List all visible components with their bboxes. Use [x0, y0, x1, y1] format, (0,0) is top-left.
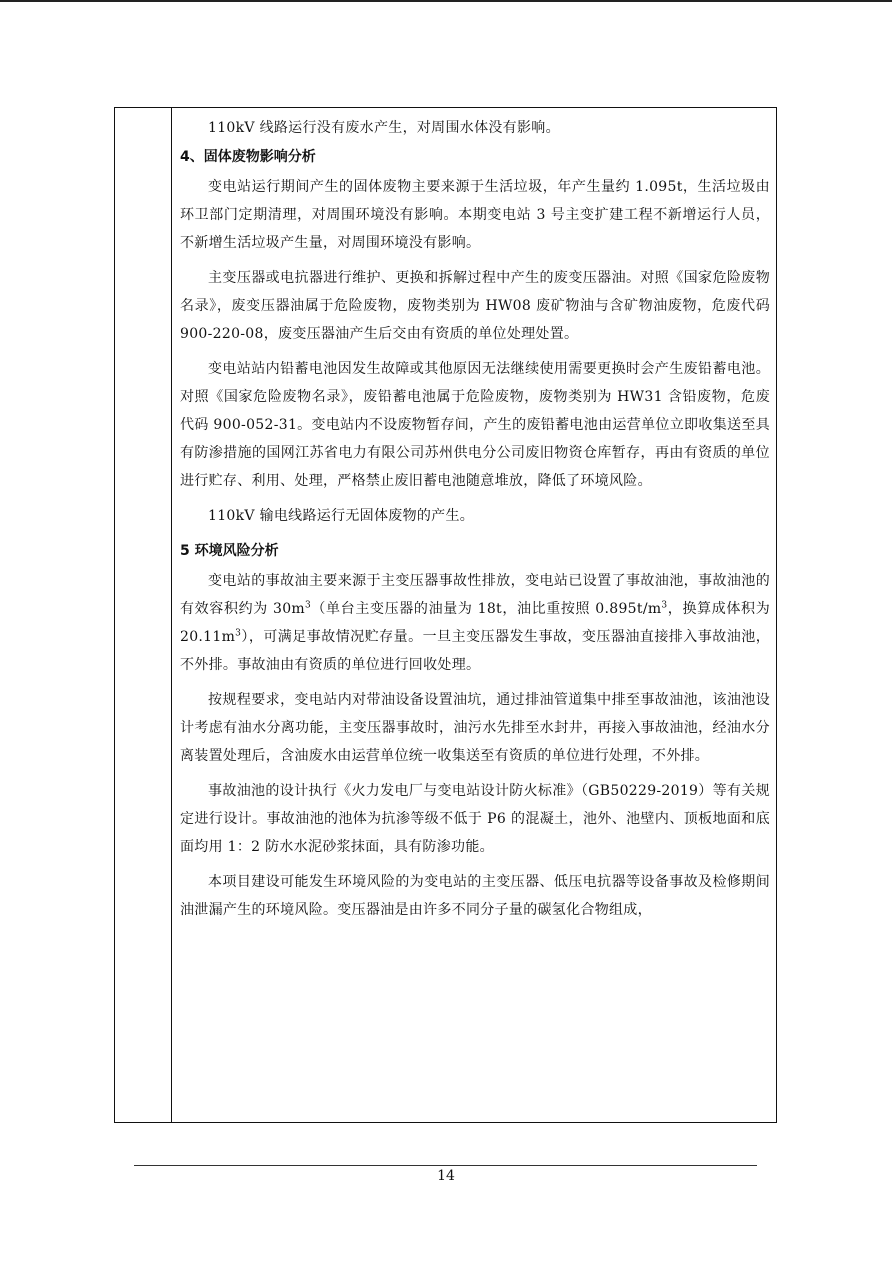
paragraph-water-impact: 110kV 线路运行没有废水产生，对周围水体没有影响。 [208, 120, 560, 136]
heading-solid-waste: 4、固体废物影响分析 [180, 149, 316, 165]
content-table-frame [114, 107, 777, 1123]
page-number: 14 [437, 1168, 455, 1184]
table-left-column [115, 108, 172, 1122]
paragraph-waste-transformer-oil: 主变压器或电抗器进行维护、更换和拆解过程中产生的废变压器油。对照《国家危险废物名录》，废变压器油属于危险废物，废物类别为 HW08 废矿物油与含矿物油废物，危废代码 900-220-08，废变压器油产生后交由有资质的单位处理处置。 [180, 270, 770, 342]
heading-environmental-risk: 5 环境风险分析 [180, 543, 279, 559]
paragraph-domestic-waste: 变电站运行期间产生的固体废物主要来源于生活垃圾，年产生量约 1.095t，生活垃圾由环卫部门定期清理，对周围环境没有影响。本期变电站 3 号主变扩建工程不新增运行人员，不新增生活垃圾产生量，对周围环境没有影响。 [180, 179, 770, 251]
footer-line [134, 1165, 757, 1166]
table-content-cell [180, 114, 770, 931]
paragraph-risk-sources: 本项目建设可能发生环境风险的为变电站的主变压器、低压电抗器等设备事故及检修期间油泄漏产生的环境风险。变压器油是由许多不同分子量的碳氢化合物组成， [180, 874, 770, 918]
paragraph-oil-pit-design: 按规程要求，变电站内对带油设备设置油坑，通过排油管道集中排至事故油池，该油池设计考虑有油水分离功能，主变压器事故时，油污水先排至水封井，再接入事故油池，经油水分离装置处理后，含油废水由运营单位统一收集送至有资质的单位进行处理，不外排。 [180, 692, 770, 764]
paragraph-lead-battery: 变电站站内铅蓄电池因发生故障或其他原因无法继续使用需要更换时会产生废铅蓄电池。对照《国家危险废物名录》，废铅蓄电池属于危险废物，废物类别为 HW31 含铅废物，危废代码 900-052-31。变电站内不设废物暂存间，产生的废铅蓄电池由运营单位立即收集送至具有防渗措施的国网江苏省电力有限公司苏州供电分公司废旧物资仓库暂存，再由有资质的单位进行贮存、利用、处理，严格禁止废旧蓄电池随意堆放，降低了环境风险。 [180, 361, 770, 489]
paragraph-line-no-waste: 110kV 输电线路运行无固体废物的产生。 [208, 508, 475, 524]
paragraph-accident-oil-pool: 变电站的事故油主要来源于主变压器事故性排放，变电站已设置了事故油池，事故油池的有效容积约为 $30m^3$（单台主变压器的油量为 18t，油比重按照 $0.895t/m^3$，换算成体积为 $20.11m^3$），可满足事故情况贮存量。一旦主变压器发生事故，变压器油直接排入事故油池，不外排。事故油由有资质的单位进行回收处理。 [180, 573, 770, 673]
top-border-line [0, 0, 892, 2]
paragraph-fire-standard: 事故油池的设计执行《火力发电厂与变电站设计防火标准》（GB50229-2019）等有关规定进行设计。事故油池的池体为抗渗等级不低于 P6 的混凝土，池外、池壁内、顶板地面和底面均用 1：2 防水水泥砂浆抹面，具有防渗功能。 [180, 783, 770, 855]
